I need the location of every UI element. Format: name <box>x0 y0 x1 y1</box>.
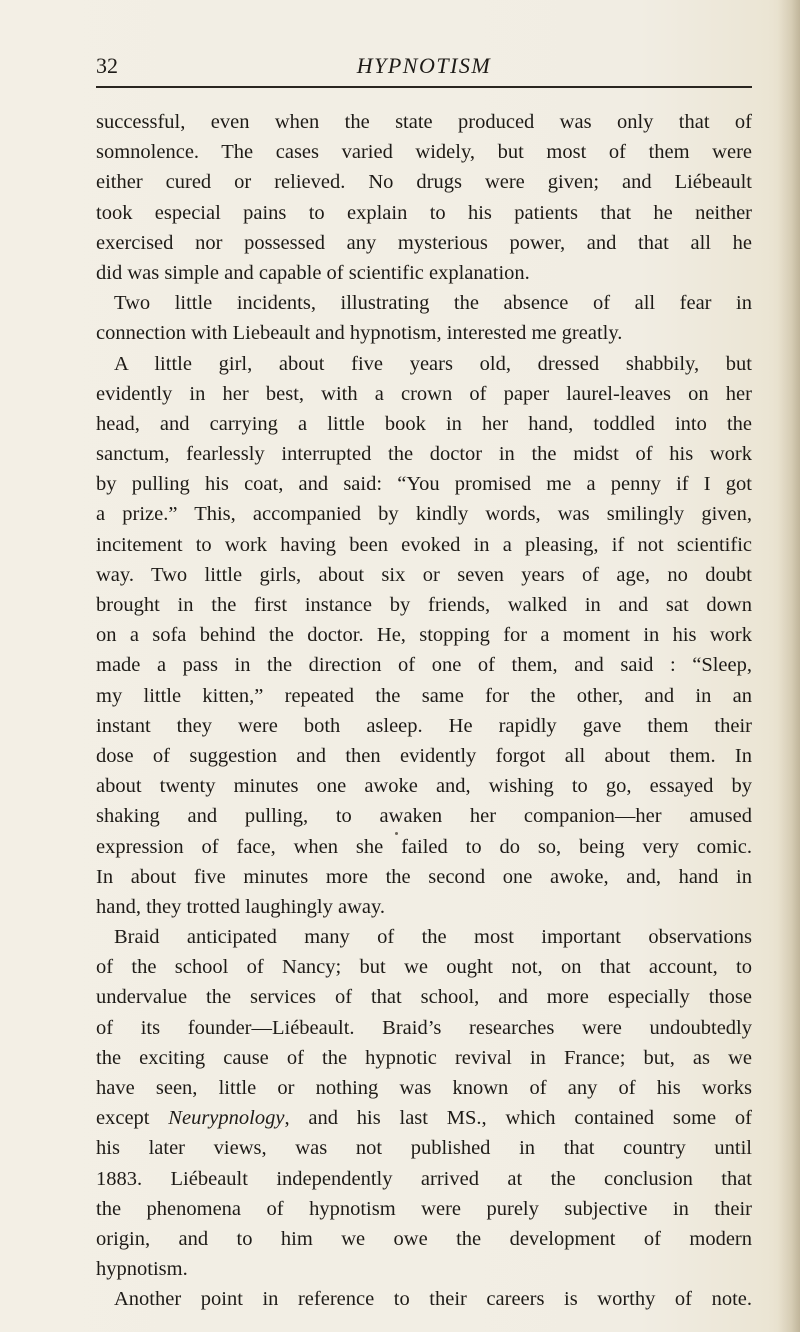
text-line: head, and carrying a little book in her hand, toddled into the <box>96 412 752 435</box>
text-line: by pulling his coat, and said: “You promised me a penny if I got <box>96 473 752 496</box>
text-line: on a sofa behind the doctor. He, stopping for a moment in his work <box>96 624 752 647</box>
ink-speck <box>395 832 398 835</box>
page-edge-shadow <box>778 0 800 1332</box>
text-line: shaking and pulling, to awaken her companion—her amused <box>96 805 752 828</box>
text-line: A little girl, about five years old, dressed shabbily, but <box>114 352 752 375</box>
text-line: Two little incidents, illustrating the absence of all fear in <box>114 292 752 315</box>
text-line: about twenty minutes one awoke and, wishing to go, essayed by <box>96 775 752 798</box>
text-line: hypnotism. <box>96 1258 188 1281</box>
text-line: the phenomena of hypnotism were purely subjective in their <box>96 1197 752 1220</box>
text-line: way. Two little girls, about six or seven years of age, no doubt <box>96 563 752 586</box>
page-header <box>96 52 752 92</box>
text-line: sanctum, fearlessly interrupted the doctor in the midst of his work <box>96 443 752 466</box>
text-line: either cured or relieved. No drugs were given; and Liébeault <box>96 171 752 194</box>
text-line: dose of suggestion and then evidently forgot all about them. In <box>96 744 752 767</box>
running-head: HYPNOTISM <box>356 53 492 78</box>
text-line: instant they were both asleep. He rapidly gave them their <box>96 714 752 737</box>
text-line: Another point in reference to their careers is worthy of note. <box>114 1288 752 1311</box>
text-line: of the school of Nancy; but we ought not, on that account, to <box>96 956 752 979</box>
text-line: connection with Liebeault and hypnotism, interested me greatly. <box>96 322 623 345</box>
text-line: In about five minutes more the second one awoke, and, hand in <box>96 865 752 888</box>
text-line: have seen, little or nothing was known of any of his works <box>96 1077 752 1099</box>
text-line: origin, and to him we owe the development of modern <box>96 1227 752 1250</box>
text-line: the exciting cause of the hypnotic revival in France; but, as we <box>96 1046 752 1069</box>
body-text <box>96 107 752 1315</box>
text-line: exercised nor possessed any mysterious power, and that all he <box>96 231 752 254</box>
text-line: somnolence. The cases varied widely, but most of them were <box>96 141 752 164</box>
text-line: made a pass in the direction of one of them, and said : “Sleep, <box>96 654 752 677</box>
text-line: took especial pains to explain to his patients that he neither <box>96 201 752 224</box>
text-line: hand, they trotted laughingly away. <box>96 895 386 918</box>
text-line: expression of face, when she failed to do so, being very comic. <box>96 835 752 858</box>
text-line: of its founder—Liébeault. Braid’s researches were undoubtedly <box>96 1016 752 1039</box>
text-line: incitement to work having been evoked in a pleasing, if not scientific <box>96 533 752 556</box>
text-line: brought in the first instance by friends, walked in and sat down <box>96 594 752 616</box>
text-line: evidently in her best, with a crown of paper laurel-leaves on her <box>96 382 752 405</box>
header-rule <box>96 86 752 88</box>
text-line: 1883. Liébeault independently arrived at the conclusion that <box>96 1167 752 1190</box>
text-line: successful, even when the state produced was only that of <box>96 111 752 133</box>
text-line: except Neurypnology, and his last MS., which contained some of <box>96 1107 752 1130</box>
book-title: Neurypnology <box>168 1107 285 1130</box>
text-line: a prize.” This, accompanied by kindly words, was smilingly given, <box>96 503 752 526</box>
text-line: his later views, was not published in that country until <box>96 1137 752 1160</box>
text-line: did was simple and capable of scientific explanation. <box>96 261 530 284</box>
page-number: 32 <box>96 53 118 78</box>
text-line: undervalue the services of that school, and more especially those <box>96 986 752 1009</box>
text-line: my little kitten,” repeated the same for the other, and in an <box>96 684 752 707</box>
text-line: Braid anticipated many of the most important observations <box>114 926 752 949</box>
